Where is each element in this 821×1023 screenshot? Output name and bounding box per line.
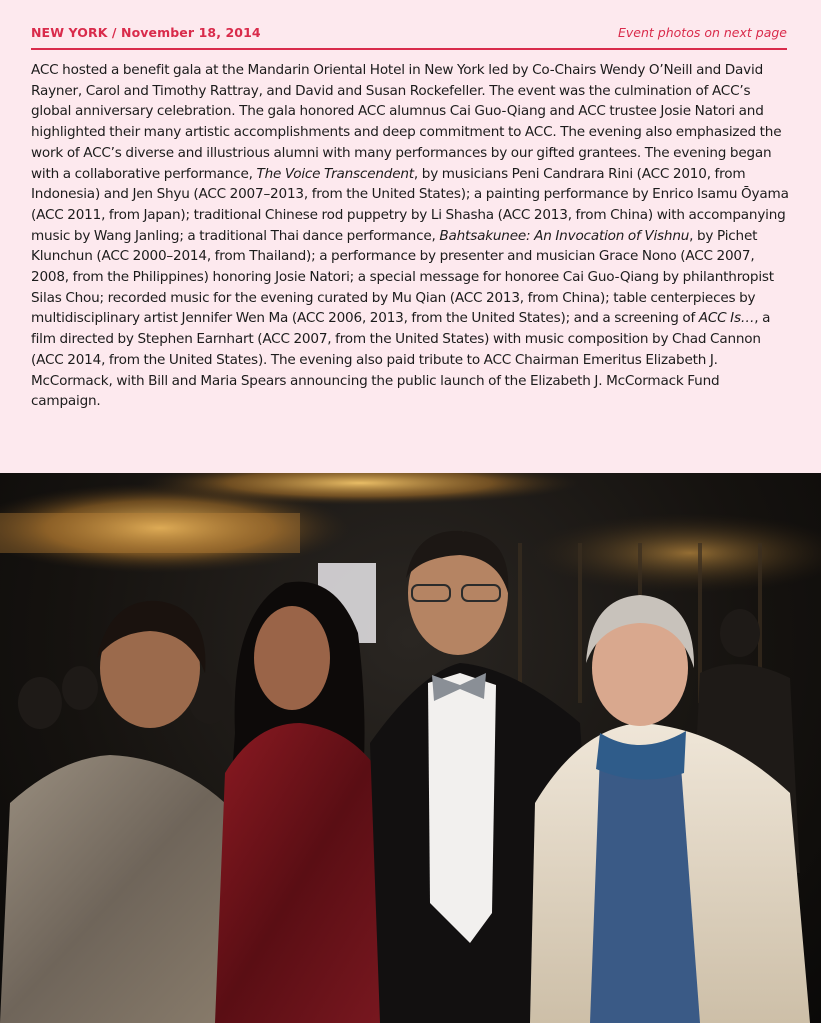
text-segment: , a film directed by Stephen Earnhart (ACC 2007, from the United States) with music composition by Chad Cannon (ACC 2014, from the United States). The evening also paid tribute to ACC Chairman Emeritus Elizabeth J. McCormack, with Bill and Maria Spears announcing the public launch of the Elizabeth J. McCormack Fund campaign. [31,310,771,410]
performance-title: The Voice Transcendent [256,165,414,182]
photos-note: Event photos on next page [618,25,787,40]
event-photo-illustration [0,473,821,1023]
dateline: NEW YORK / November 18, 2014 [31,25,261,40]
text-segment: ACC hosted a benefit gala at the Mandarin Oriental Hotel in New York led by Co-Chairs Wendy O’Neill and David Rayner, Carol and Timothy Rattray, and David and Susan Rockefeller. The event was the culmination of ACC’s global anniversary celebration. The gala honored ACC alumnus Cai Guo-Qiang and ACC trustee Josie Natori and highlighted their many artistic accomplishments and deep commitment to ACC. The evening also emphasized the work of ACC’s diverse and illustrious alumni with many performances by our gifted grantees. The evening began with a collaborative performance, [31,62,782,182]
article-body [31,60,789,412]
article-paragraph [31,60,789,412]
film-title: ACC Is… [698,310,755,327]
event-photo [0,473,821,1023]
text-segment: , by Pichet Klunchun (ACC 2000–2014, from Thailand); a performance by presenter and musician Grace Nono (ACC 2007, 2008, from the Philippines) honoring Josie Natori; a special message for honoree Cai Guo-Qiang by philanthropist Silas Chou; recorded music for the evening curated by Mu Qian (ACC 2013, from China); table centerpieces by multidisciplinary artist Jennifer Wen Ma (ACC 2006, 2013, from the United States); and a screening of [31,227,774,327]
performance-title: Bahtsakunee: An Invocation of Vishnu [439,227,690,244]
text-segment: , by musicians Peni Candrara Rini (ACC 2010, from Indonesia) and Jen Shyu (ACC 2007–2013, from the United States); a painting performance by Enrico Isamu Ōyama (ACC 2011, from Japan); traditional Chinese rod puppetry by Li Shasha (ACC 2013, from China) with accompanying music by Wang Janling; a traditional Thai dance performance, [31,165,789,244]
page-header [31,24,787,50]
